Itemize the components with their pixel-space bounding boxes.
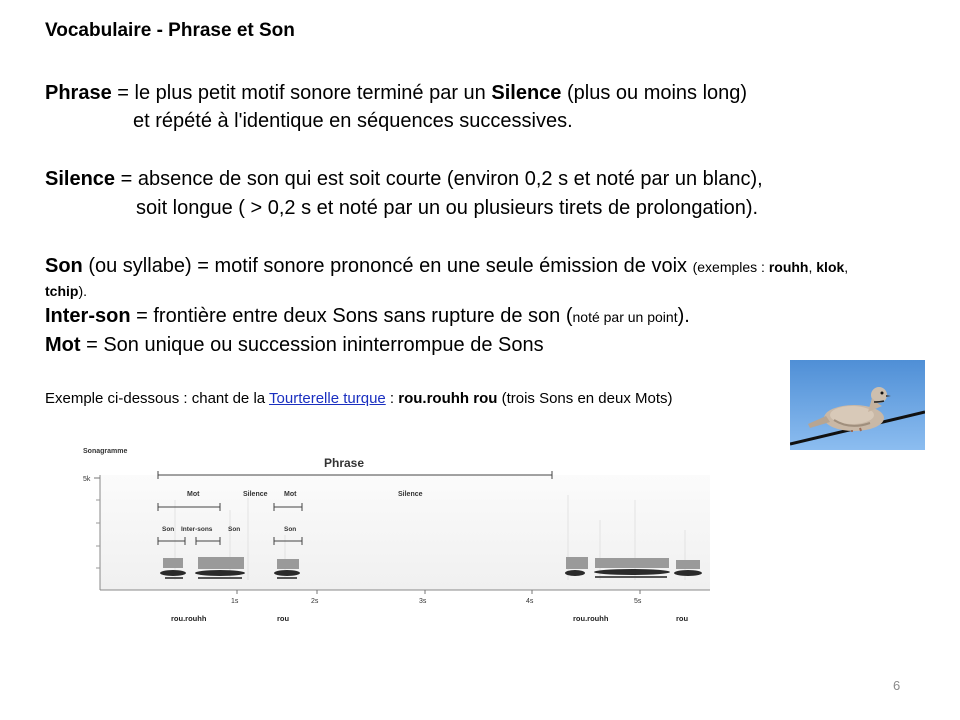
phrase-definition-line2: et répété à l'identique en séquences successives. [133, 110, 573, 132]
son-label-3: Son [284, 526, 297, 533]
word-label-4: rou [676, 614, 689, 623]
silence-definition-line2: soit longue ( > 0,2 s et noté par un ou plusieurs tirets de prolongation). [136, 197, 759, 219]
tick-5s: 5s [634, 598, 642, 605]
sonagram-figure [80, 440, 710, 630]
tourterelle-turque-link[interactable]: Tourterelle turque [269, 390, 386, 407]
phrase-label: Phrase [324, 456, 365, 470]
son-definition-line2: tchip). [45, 283, 88, 299]
tick-2s: 2s [311, 598, 319, 605]
word-label-1: rou.rouhh [171, 614, 207, 623]
page-number: 6 [893, 678, 901, 693]
phrase-definition: Phrase = le plus petit motif sonore terminé par un Silence (plus ou moins long) [45, 82, 748, 104]
collared-dove-photo [790, 360, 925, 450]
interson-label: Inter-sons [181, 526, 213, 533]
son-label-1: Son [162, 526, 175, 533]
interson-definition: Inter-son = frontière entre deux Sons sans rupture de son (noté par un point). [45, 305, 690, 327]
slide-title: Vocabulaire - Phrase et Son [45, 20, 295, 41]
mot-label-1: Mot [187, 491, 200, 498]
mot-label-2: Mot [284, 491, 297, 498]
interson-term: Inter-son [45, 305, 131, 327]
silence-label-2: Silence [398, 491, 423, 498]
mot-term: Mot [45, 334, 81, 356]
mot-definition: Mot = Son unique ou succession ininterrompue de Sons [45, 334, 544, 356]
tick-3s: 3s [419, 598, 427, 605]
example-line: Exemple ci-dessous : chant de la Tourterelle turque : rou.rouhh rou (trois Sons en deux Mots) [45, 390, 673, 407]
son-term: Son [45, 255, 83, 277]
tick-4s: 4s [526, 598, 534, 605]
silence-label-1: Silence [243, 491, 268, 498]
phrase-term: Phrase [45, 82, 112, 104]
tick-1s: 1s [231, 598, 239, 605]
son-label-2: Son [228, 526, 241, 533]
word-label-2: rou [277, 614, 290, 623]
word-label-3: rou.rouhh [573, 614, 609, 623]
y-axis-label: 5k [83, 476, 91, 483]
silence-definition: Silence = absence de son qui est soit courte (environ 0,2 s et noté par un blanc), [45, 168, 763, 190]
sonagram-title: Sonagramme [83, 448, 128, 455]
silence-term: Silence [45, 168, 116, 190]
son-definition: Son (ou syllabe) = motif sonore prononcé en une seule émission de voix (exemples : rouhh, klok, [45, 255, 849, 277]
